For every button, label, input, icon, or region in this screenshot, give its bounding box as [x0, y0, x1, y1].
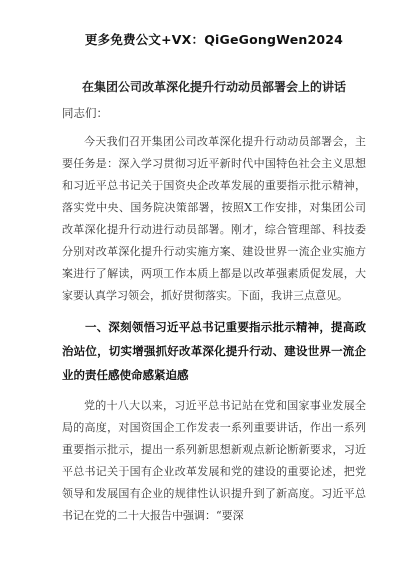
- section-heading-1: 一、深刻领悟习近平总书记重要指示批示精神，提高政治站位，切实增强抓好改革深化提升行动、建设世界一流企业的责任感使命感紧迫感: [62, 320, 366, 382]
- intro-paragraph: 今天我们召开集团公司改革深化提升行动动员部署会，主要任务是：深入学习贯彻习近平新时代中国特色社会主义思想和习近平总书记关于国资央企改革发展的重要指示批示精神，落实党中央、国务院决策部署，按照X工作安排，对集团公司改革深化提升行动进行动员部署。刚才，综合管理部、科技委分别对改革深化提升行动实施方案、建设世界一流企业实施方案进行了解读，两项工作本质上都是以改革强素质促发展，大家要认真学习领会，抓好贯彻落实。下面，我讲三点意见。: [62, 135, 366, 302]
- salutation: 同志们：: [62, 106, 108, 120]
- watermark-header: 更多免费公文+VX：QiGeGongWen2024: [84, 32, 344, 47]
- document-title: 在集团公司改革深化提升行动动员部署会上的讲话: [81, 80, 346, 94]
- section-1-paragraph: 党的十八大以来，习近平总书记站在党和国家事业发展全局的高度，对国资国企工作发表一系列重要讲话，作出一系列重要指示批示，提出一系列新思想新观点新论断新要求，习近平总书记关于国有企业改革发展和党的建设的重要论述，把党领导和发展国有企业的规律性认识提升到了新高度。习近平总书记在党的二十大报告中强调：“要深: [62, 399, 366, 522]
